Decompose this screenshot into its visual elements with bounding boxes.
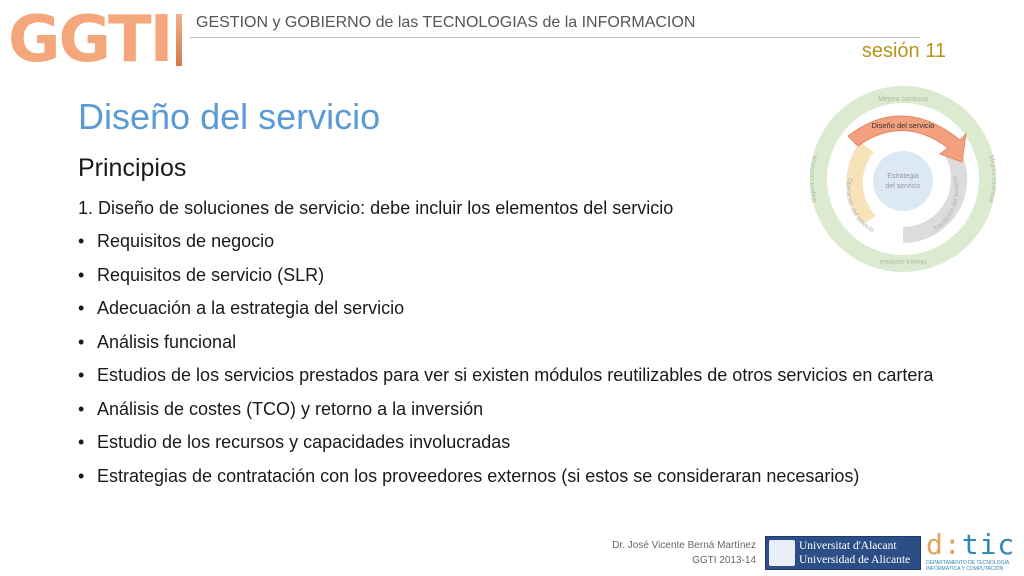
improvement-label-right: Mejora continua — [987, 154, 998, 204]
bullet-item: • Estrategias de contratación con los proveedores externos (si estos se consideraran necesarios) — [78, 465, 938, 487]
footer-credits — [612, 538, 756, 568]
slide-subtitle: Principios — [78, 154, 187, 182]
intro-line: 1. Diseño de soluciones de servicio: debe incluir los elementos del servicio — [78, 198, 674, 218]
course-year: GGTI 2013-14 — [692, 555, 756, 566]
university-seal-icon — [769, 540, 795, 566]
ggti-logo: GGTI — [8, 3, 172, 77]
bullet-item: • Estudios de los servicios prestados para ver si existen módulos reutilizables de otros servicios en cartera — [78, 364, 938, 386]
bullet-item: • Estudio de los recursos y capacidades involucradas — [78, 431, 938, 453]
session-label: sesión 11 — [861, 40, 946, 62]
bullet-item: • Adecuación a la estrategia del servicio — [78, 297, 938, 319]
logo-accent-bar — [176, 14, 182, 66]
university-name-spanish: Universidad de Alicante — [799, 554, 911, 566]
improvement-label-left: Mejora continua — [808, 154, 819, 204]
operation-label: Operación del servicio — [844, 177, 876, 235]
dtic-wordmark: d:tic — [926, 528, 1016, 561]
dtic-logo — [926, 530, 1018, 574]
header-divider — [190, 37, 920, 38]
design-label: Diseño del servicio — [871, 121, 935, 130]
service-lifecycle-diagram — [808, 84, 998, 274]
bullet-item: • Análisis funcional — [78, 331, 938, 353]
bullet-item: • Requisitos de servicio (SLR) — [78, 264, 938, 286]
strategy-label-line1: Estrategia — [887, 173, 919, 180]
strategy-core — [873, 151, 933, 211]
university-logo — [765, 536, 921, 570]
author-name: Dr. José Vicente Berná Martínez — [612, 540, 756, 551]
dtic-line2: INFORMÁTICA Y COMPUTACIÓN — [926, 566, 1004, 572]
bullet-item: • Requisitos de negocio — [78, 230, 938, 252]
strategy-label-line2: del servicio — [885, 183, 921, 190]
course-title: GESTION y GOBIERNO de las TECNOLOGIAS de la INFORMACION — [196, 14, 696, 31]
slide-title: Diseño del servicio — [78, 96, 381, 137]
dtic-line1: DEPARTAMENTO DE TECNOLOGÍA — [926, 560, 1010, 566]
improvement-label-top: Mejora continua — [878, 96, 928, 103]
university-name-valencian: Universitat d'Alacant — [799, 540, 897, 552]
bullet-item: • Análisis de costes (TCO) y retorno a la inversión — [78, 398, 938, 420]
improvement-label-bottom: Mejora continua — [879, 258, 927, 265]
transition-label: Transición del servicio — [932, 174, 961, 234]
